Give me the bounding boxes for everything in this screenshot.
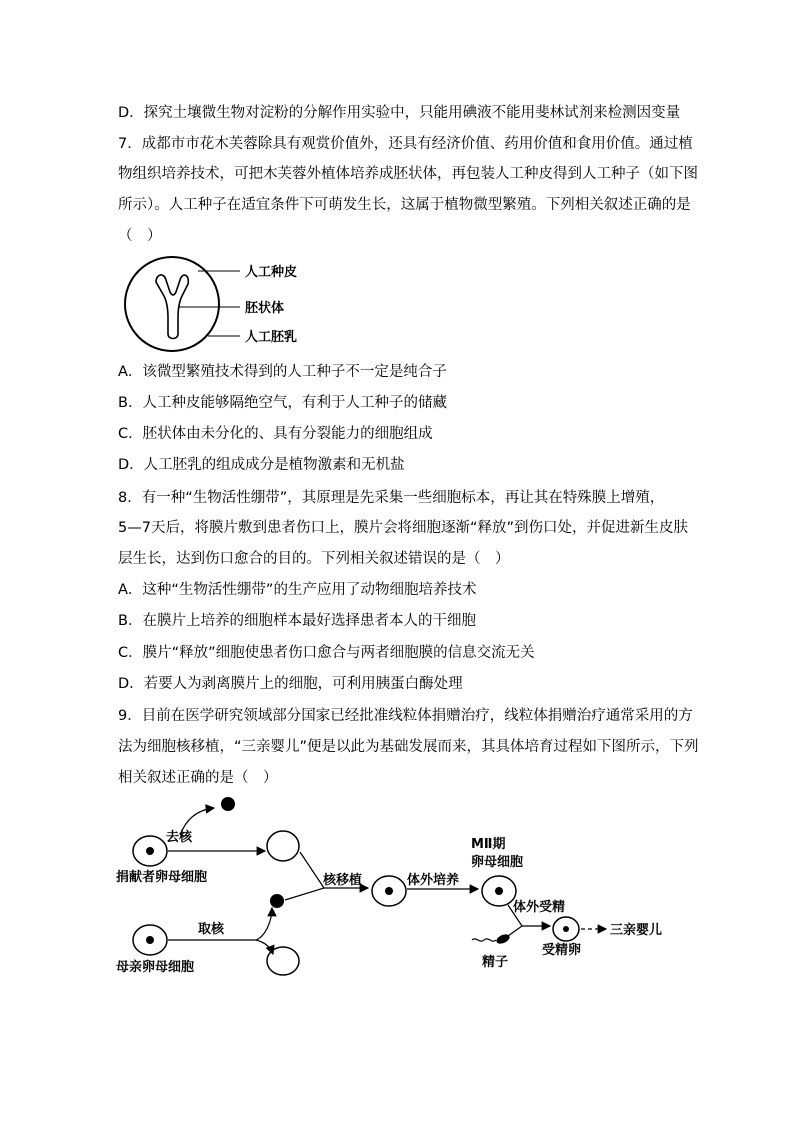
merge-line-sperm — [508, 926, 522, 936]
q8-option-c: C．膜片“释放”细胞使患者伤口愈合与两者细胞膜的信息交流无关 — [118, 645, 535, 661]
q8-stem-line-3: 层生长，达到伤口愈合的目的。下列相关叙述错误的是（ ） — [118, 551, 510, 567]
q7-option-d: D．人工胚乳的组成成分是植物激素和无机盐 — [118, 457, 405, 473]
artificial-seed-figure — [118, 252, 338, 362]
q8-option-b: B．在膜片上培养的细胞样本最好选择患者本人的干细胞 — [118, 613, 476, 629]
label-artificial-endosperm: 人工胚乳 — [245, 330, 298, 345]
q7-stem-line-4: （ ） — [118, 228, 162, 244]
label-sperm: 精子 — [482, 955, 509, 970]
label-donor-oocyte: 捐献者卵母细胞 — [116, 870, 208, 885]
label-mii-oocyte: 卵母细胞 — [471, 855, 524, 870]
label-nuclear-transfer: 核移植 — [323, 873, 363, 888]
fertilized-egg-nucleus — [563, 926, 569, 932]
q6-option-d: D．探究土壤微生物对淀粉的分解作用实验中，只能用碘液不能用斐林试剂来检测因变量 — [118, 105, 681, 121]
removed-donor-nucleus — [221, 797, 235, 811]
q7-option-c: C．胚状体由未分化的、具有分裂能力的细胞组成 — [118, 426, 433, 442]
q8-stem-line-2: 5—7天后，将膜片敷到患者伤口上，膜片会将细胞逐渐“释放”到伤口处，并促进新生皮肤 — [118, 520, 688, 536]
label-three-parent-baby: 三亲婴儿 — [610, 923, 663, 938]
q7-stem-line-1: 7．成都市市花木芙蓉除具有观赏价值外，还具有经济价值、药用价值和食用价值。通过植 — [118, 136, 693, 152]
q8-option-d: D．若要人为剥离膜片上的细胞，可利用胰蛋白酶处理 — [118, 676, 463, 692]
merge-line-bottom — [285, 888, 324, 900]
mii-oocyte-nucleus — [495, 887, 503, 895]
donor-oocyte-nucleus — [146, 847, 154, 855]
q7-stem-line-3: 所示）。人工种子在适宜条件下可萌发生长，这属于植物微型繁殖。下列相关叙述正确的是 — [118, 197, 691, 213]
q9-stem-line-2: 法为细胞核移植，“三亲婴儿”便是以此为基础发展而来，其具体培育过程如下图所示，下列 — [118, 739, 699, 755]
label-mother-oocyte: 母亲卵母细胞 — [116, 960, 195, 975]
sperm-tail — [472, 939, 496, 941]
label-fertilized-egg: 受精卵 — [542, 943, 582, 958]
label-artificial-seed-coat: 人工种皮 — [245, 265, 298, 280]
q9-stem-line-3: 相关叙述正确的是（ ） — [118, 770, 278, 786]
enucleated-oocyte — [267, 831, 299, 861]
arrow-to-nucleus — [256, 908, 272, 940]
three-parent-baby-figure — [110, 790, 690, 990]
mother-enucleated-cell — [267, 947, 299, 975]
q7-stem-line-2: 物组织培养技术，可把木芙蓉外植体培养成胚状体，再包装人工种皮得到人工种子（如下图 — [118, 166, 698, 182]
label-take-nucleus: 取核 — [198, 922, 225, 937]
q8-option-a: A．这种“生物活性绷带”的生产应用了动物细胞培养技术 — [118, 582, 477, 598]
label-remove-nucleus: 去核 — [166, 830, 193, 845]
mother-oocyte-nucleus — [146, 936, 154, 944]
label-in-vitro-fertilization: 体外受精 — [513, 900, 566, 915]
reconstructed-nucleus — [385, 887, 393, 895]
merge-line-top — [300, 852, 324, 888]
mother-nucleus-taken — [270, 894, 284, 908]
label-in-vitro-culture: 体外培养 — [407, 873, 460, 888]
sperm-head — [495, 932, 511, 945]
q8-stem-line-1: 8．有一种“生物活性绷带”，其原理是先采集一些细胞标本，再让其在特殊膜上增殖， — [118, 490, 665, 506]
q7-option-a: A．该微型繁殖技术得到的人工种子不一定是纯合子 — [118, 364, 447, 380]
q7-option-b: B．人工种皮能够隔绝空气，有利于人工种子的储藏 — [118, 395, 447, 411]
label-mii-stage: MⅡ期 — [471, 837, 506, 852]
q9-stem-line-1: 9．目前在医学研究领域部分国家已经批准线粒体捐赠治疗，线粒体捐赠治疗通常采用的方 — [118, 708, 693, 724]
label-embryoid: 胚状体 — [245, 301, 285, 316]
